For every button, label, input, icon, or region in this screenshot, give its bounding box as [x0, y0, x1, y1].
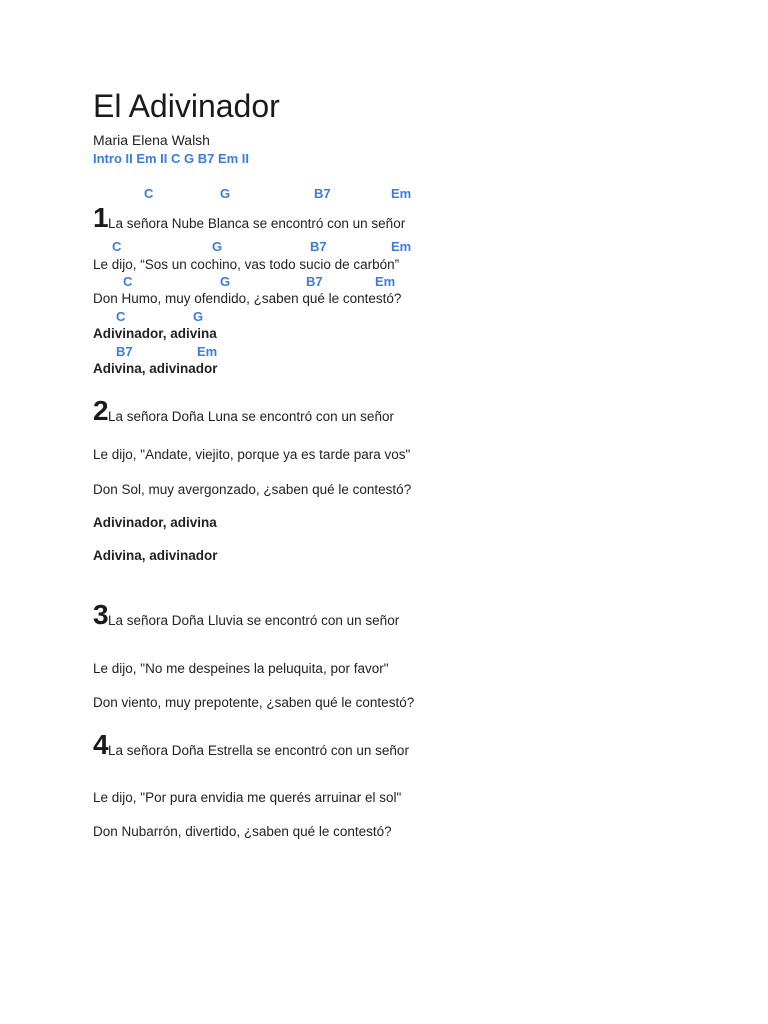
chord: B7 [116, 344, 133, 359]
song-title: El Adivinador [93, 88, 280, 124]
lyric-line: La señora Doña Luna se encontró con un señor [108, 409, 394, 424]
chord: Em [197, 344, 218, 359]
lyric-line: Adivina, adivinador [93, 548, 218, 563]
chord: C [116, 309, 126, 324]
lyric-line: Adivinador, adivina [93, 326, 217, 341]
chord: B7 [310, 239, 327, 254]
chord: G [212, 239, 223, 254]
chord: G [220, 274, 231, 289]
chord: G [220, 186, 231, 201]
lyric-line: La señora Doña Lluvia se encontró con un señor [108, 613, 400, 628]
chord: C [112, 239, 122, 254]
lyric-line: Don Humo, muy ofendido, ¿saben qué le contestó? [93, 291, 402, 306]
song-author: Maria Elena Walsh [93, 132, 210, 148]
lyric-line: Le dijo, “Sos un cochino, vas todo sucio de carbón” [93, 257, 400, 272]
lyric-line: Don viento, muy prepotente, ¿saben qué le contestó? [93, 695, 415, 710]
chord: B7 [314, 186, 331, 201]
verse-number: 1 [93, 202, 109, 233]
lyric-line: Adivina, adivinador [93, 361, 218, 376]
lyric-line: Le dijo, "Por pura envidia me querés arruinar el sol" [93, 790, 402, 805]
lyric-line: Don Sol, muy avergonzado, ¿saben qué le contestó? [93, 482, 412, 497]
lyric-line: La señora Nube Blanca se encontró con un señor [108, 216, 406, 231]
intro-chords: Intro II Em II C G B7 Em II [93, 151, 250, 166]
chord: G [193, 309, 204, 324]
verse-number: 4 [93, 729, 109, 760]
chord: Em [375, 274, 396, 289]
chord: Em [391, 186, 412, 201]
chord: Em [391, 239, 412, 254]
chord: B7 [306, 274, 323, 289]
chord: C [123, 274, 133, 289]
lyric-line: Adivinador, adivina [93, 515, 217, 530]
verse-number: 2 [93, 395, 109, 426]
chord: C [144, 186, 154, 201]
lyric-line: La señora Doña Estrella se encontró con un señor [108, 743, 409, 758]
lyric-line: Le dijo, "No me despeines la peluquita, por favor" [93, 661, 389, 676]
verse-number: 3 [93, 599, 109, 630]
lyric-line: Don Nubarrón, divertido, ¿saben qué le contestó? [93, 824, 392, 839]
lyric-line: Le dijo, "Andate, viejito, porque ya es tarde para vos" [93, 447, 411, 462]
